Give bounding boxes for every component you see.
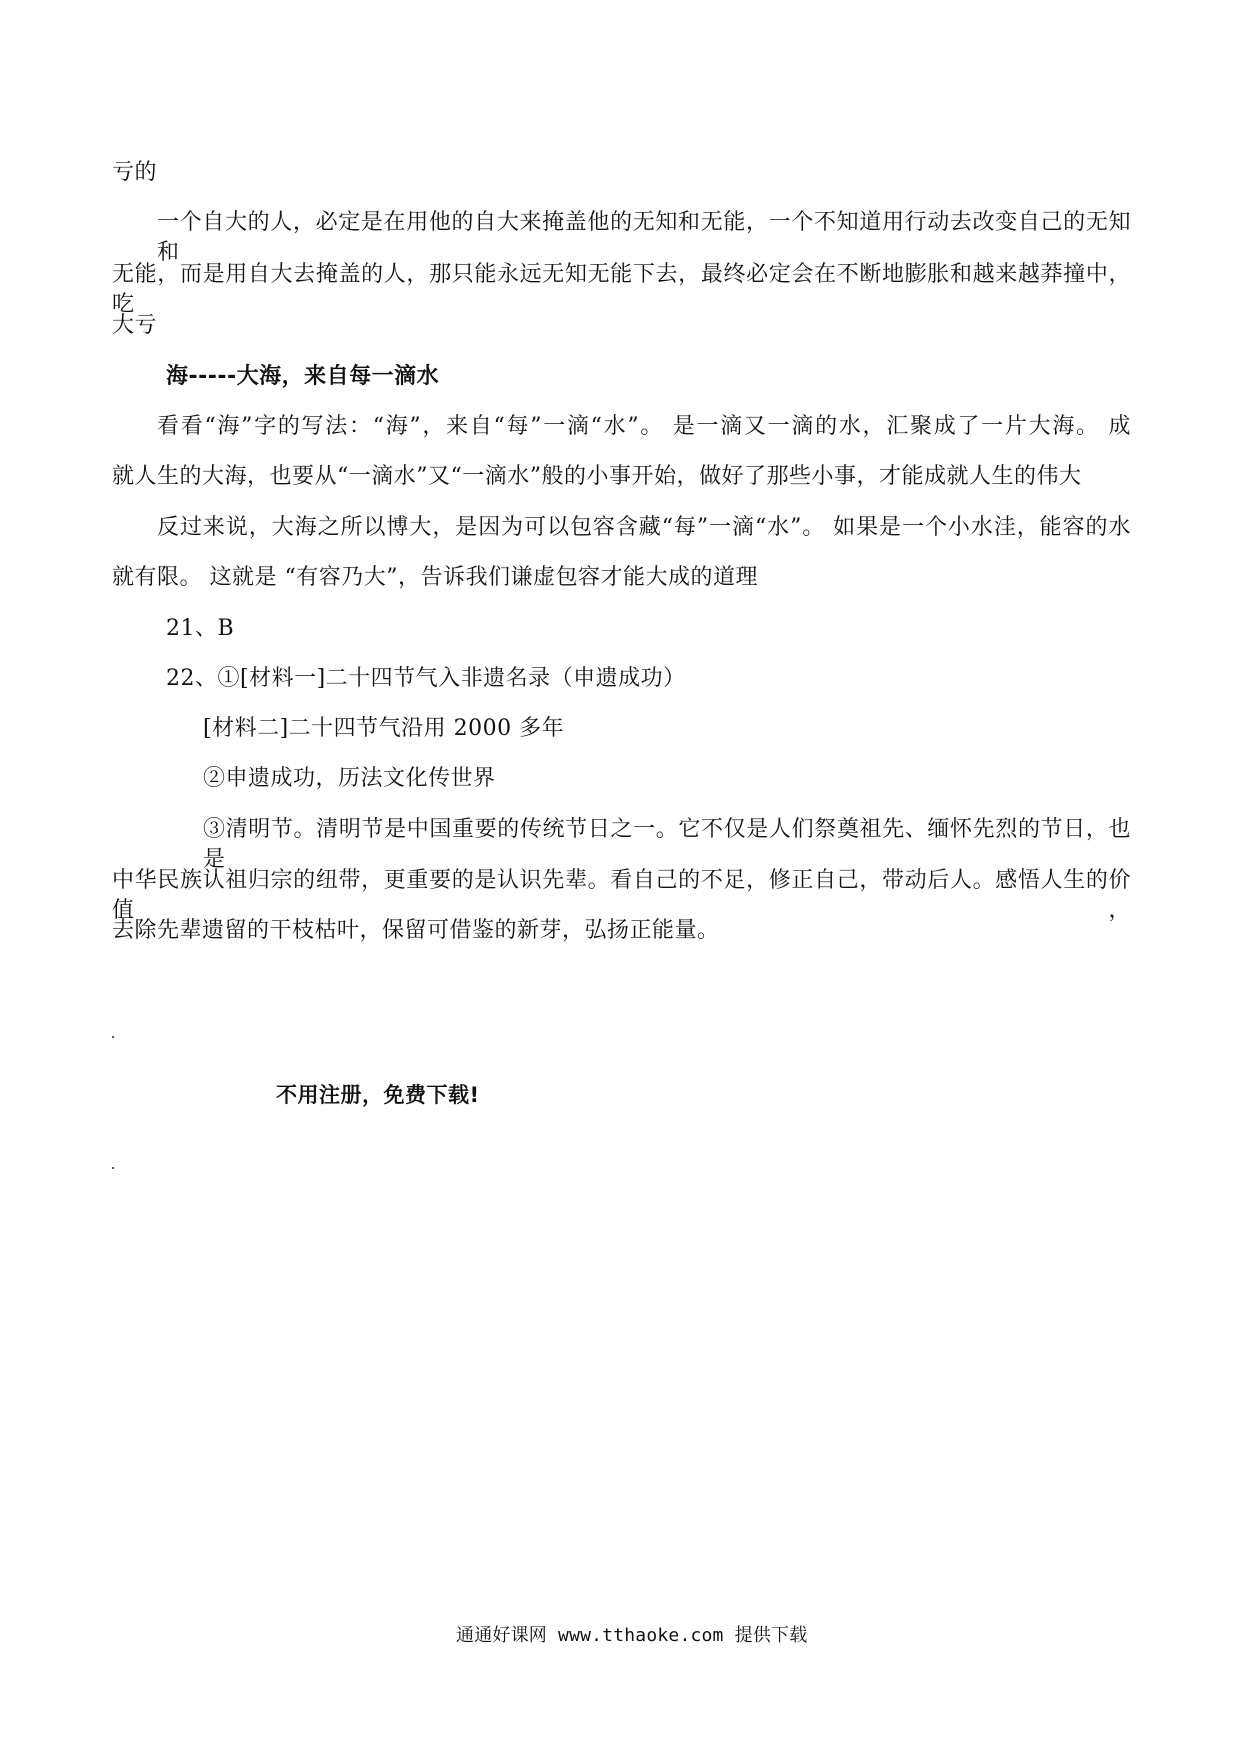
answer-22-part-3-line-2: 中华民族认祖归宗的纽带，更重要的是认识先辈。看自己的不足，修正自己，带动后人。感悟人生的价值， bbox=[112, 868, 1131, 923]
text-line-2: 一个自大的人，必定是在用他的自大来掩盖他的无知和无能，一个不知道用行动去改变自己的无知和 bbox=[157, 210, 1131, 265]
answer-22-part-2: ②申遗成功，历法文化传世界 bbox=[203, 766, 496, 791]
answer-22: 22、①[材料一]二十四节气入非遗名录（申遗成功） bbox=[166, 666, 686, 691]
stray-mark-2 bbox=[112, 1167, 114, 1169]
page-footer: 通通好课网 www.tthaoke.com 提供下载 bbox=[456, 1625, 808, 1646]
section-heading: 海-----大海，来自每一滴水 bbox=[166, 364, 440, 389]
text-line-6: 看看“海”字的写法：“海”，来自“每”一滴“水”。 是一滴又一滴的水，汇聚成了一片大海。 成 bbox=[157, 414, 1131, 439]
text-line-8: 反过来说，大海之所以博大，是因为可以包容含藏“每”一滴“水”。 如果是一个小水洼，能容的水 bbox=[157, 515, 1131, 540]
text-line-9: 就有限。 这就是 “有容乃大”，告诉我们谦虚包容才能大成的道理 bbox=[112, 565, 758, 590]
promo-text: 不用注册，免费下载! bbox=[276, 1083, 480, 1107]
stray-mark-1 bbox=[112, 1036, 114, 1038]
text-line-3: 无能，而是用自大去掩盖的人，那只能永远无知无能下去，最终必定会在不断地膨胀和越来越莽撞中，吃 bbox=[112, 262, 1131, 317]
answer-22-part-3-line-1: ③清明节。清明节是中国重要的传统节日之一。它不仅是人们祭奠祖先、缅怀先烈的节日，也是 bbox=[203, 817, 1131, 872]
text-line-7: 就人生的大海，也要从“一滴水”又“一滴水”般的小事开始，做好了那些小事，才能成就人生的伟大 bbox=[112, 464, 1082, 489]
text-line-4: 大亏 bbox=[112, 313, 158, 338]
answer-22-part-3-line-3: 去除先辈遗留的干枝枯叶，保留可借鉴的新芽，弘扬正能量。 bbox=[112, 918, 720, 943]
answer-22-material-2: [材料二]二十四节气沿用 2000 多年 bbox=[203, 716, 565, 741]
text-line-1: 亏的 bbox=[112, 160, 158, 185]
answer-21: 21、B bbox=[166, 616, 235, 641]
